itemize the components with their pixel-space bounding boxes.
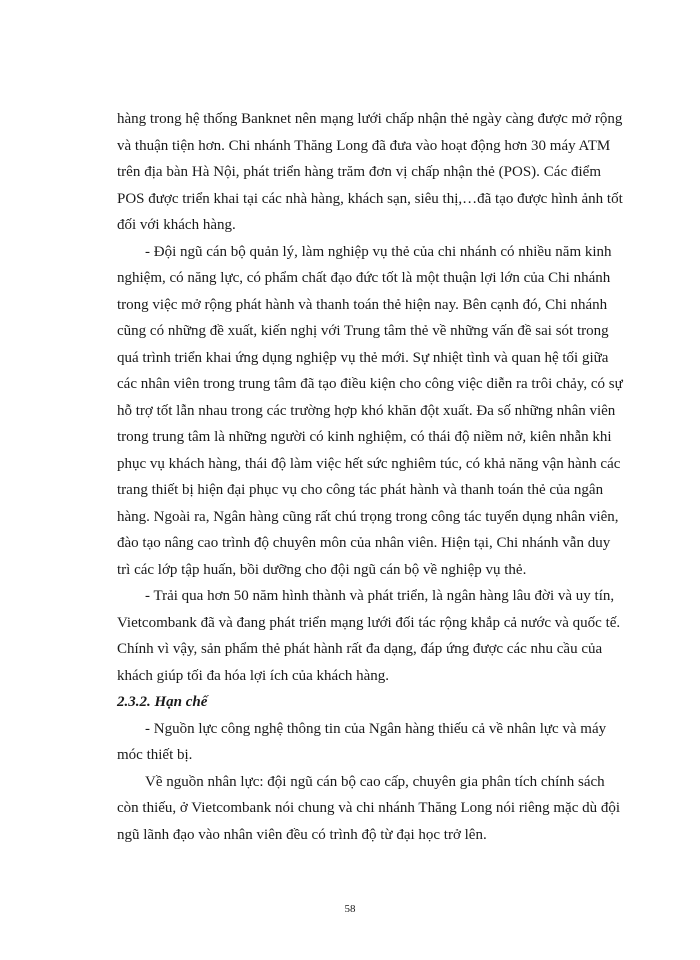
body-line: quá trình triển khai ứng dụng nghiệp vụ thẻ mới. Sự nhiệt tình và quan hệ tối giữa [117, 350, 609, 366]
body-line: móc thiết bị. [117, 747, 193, 763]
body-line: phục vụ khách hàng, thái độ làm việc hết sức nghiêm túc, có khả năng vận hành các [117, 456, 621, 472]
body-line: - Đội ngũ cán bộ quản lý, làm nghiệp vụ thẻ của chi nhánh có nhiều năm kinh [145, 244, 612, 260]
body-line: Vietcombank đã và đang phát triển mạng lưới đối tác rộng khắp cả nước và quốc tế. [117, 615, 621, 631]
body-line: trì các lớp tập huấn, bồi dưỡng cho đội ngũ cán bộ về nghiệp vụ thẻ. [117, 562, 527, 578]
body-line: đào tạo nâng cao trình độ chuyên môn của nhân viên. Hiện tại, Chi nhánh vẫn duy [117, 535, 611, 551]
body-line: Chính vì vậy, sản phẩm thẻ phát hành rất đa dạng, đáp ứng được các nhu cầu của [117, 641, 603, 657]
body-line: các nhân viên trong trung tâm đã tạo điều kiện cho công việc diễn ra trôi chảy, có sự [117, 376, 623, 392]
body-line: trong việc mở rộng phát hành và thanh toán thẻ hiện nay. Bên cạnh đó, Chi nhánh [117, 297, 608, 313]
body-line: trang thiết bị hiện đại phục vụ cho công tác phát hành và thanh toán thẻ của ngân [117, 482, 604, 498]
body-line: trên địa bàn Hà Nội, phát triển hàng trăm đơn vị chấp nhận thẻ (POS). Các điểm [117, 164, 601, 180]
body-line: đối với khách hàng. [117, 217, 236, 233]
body-line: hàng trong hệ thống Banknet nên mạng lưới chấp nhận thẻ ngày càng được mở rộng [117, 111, 623, 127]
body-line: Về nguồn nhân lực: đội ngũ cán bộ cao cấp, chuyên gia phân tích chính sách [145, 774, 605, 790]
body-line: nghiệm, có năng lực, có phẩm chất đạo đức tốt là một thuận lợi lớn của Chi nhánh [117, 270, 611, 286]
body-line: còn thiếu, ở Vietcombank nói chung và chi nhánh Thăng Long nói riêng mặc dù đội [117, 800, 621, 816]
body-line: - Trải qua hơn 50 năm hình thành và phát triển, là ngân hàng lâu đời và uy tín, [145, 588, 615, 604]
section-heading: 2.3.2. Hạn chế [117, 694, 208, 710]
body-line: và thuận tiện hơn. Chi nhánh Thăng Long đã đưa vào hoạt động hơn 30 máy ATM [117, 138, 611, 154]
page-number: 58 [344, 903, 356, 915]
body-line: hỗ trợ tốt lẫn nhau trong các trường hợp khó khăn đột xuất. Đa số những nhân viên [117, 403, 616, 419]
body-line: - Nguồn lực công nghệ thông tin của Ngân hàng thiếu cả về nhân lực và máy [145, 721, 607, 737]
body-line: trong trung tâm là những người có kinh nghiệm, có thái độ niềm nở, kiên nhẫn khi [117, 429, 612, 445]
body-line: POS được triển khai tại các nhà hàng, khách sạn, siêu thị,…đã tạo được hình ảnh tốt [117, 191, 623, 207]
body-line: cũng có những đề xuất, kiến nghị với Trung tâm thẻ về những vấn đề sai sót trong [117, 323, 609, 339]
body-line: hàng. Ngoài ra, Ngân hàng cũng rất chú trọng trong công tác tuyển dụng nhân viên, [117, 509, 619, 525]
body-line: ngũ lãnh đạo vào nhân viên đều có trình độ từ đại học trở lên. [117, 827, 487, 843]
body-line: khách giúp tối đa hóa lợi ích của khách hàng. [117, 668, 390, 684]
